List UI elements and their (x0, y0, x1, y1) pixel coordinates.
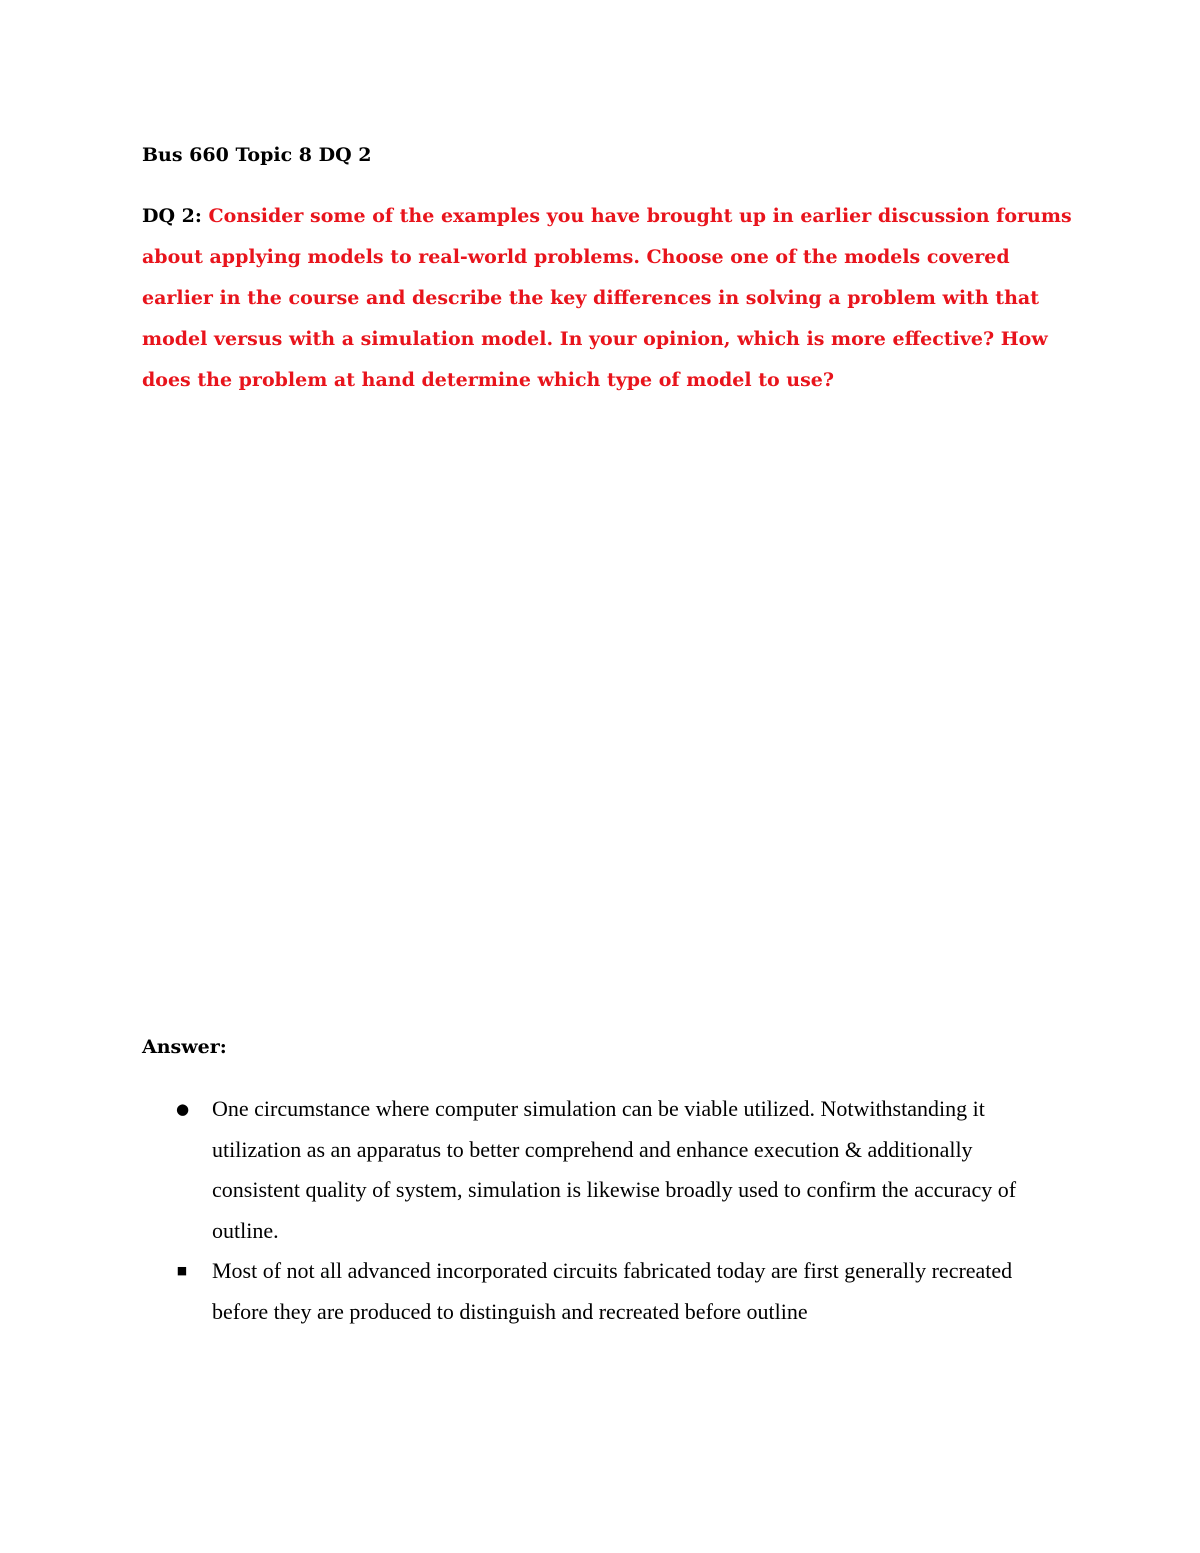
square-bullet-icon: ■ (176, 1264, 188, 1277)
discussion-question (142, 196, 1072, 401)
answer-item-text: One circumstance where computer simulation can be viable utilized. Notwithstanding it utilization as an apparatus to better comprehend and enhance execution & additionally consistent quality of system, simulation is likewise broadly used to confirm the accuracy of outline. (212, 1096, 1017, 1243)
answer-item (142, 1251, 1062, 1332)
answer-list (142, 1089, 1062, 1332)
answer-item (142, 1089, 1062, 1251)
answer-item-text: Most of not all advanced incorporated circuits fabricated today are first generally recreated before they are produced to distinguish and recreated before outline (212, 1258, 1013, 1324)
question-text: Consider some of the examples you have brought up in earlier discussion forums about applying models to real-world problems. Choose one of the models covered earlier in the course and describe the key differences in solving a problem with that model versus with a simulation model. In your opinion, which is more effective? How does the problem at hand determine which type of model to use? (142, 205, 1072, 391)
answer-heading: Answer: (142, 1036, 227, 1058)
question-label: DQ 2: (142, 205, 209, 227)
document-title: Bus 660 Topic 8 DQ 2 (142, 144, 372, 166)
disc-bullet-icon: ● (176, 1100, 190, 1118)
